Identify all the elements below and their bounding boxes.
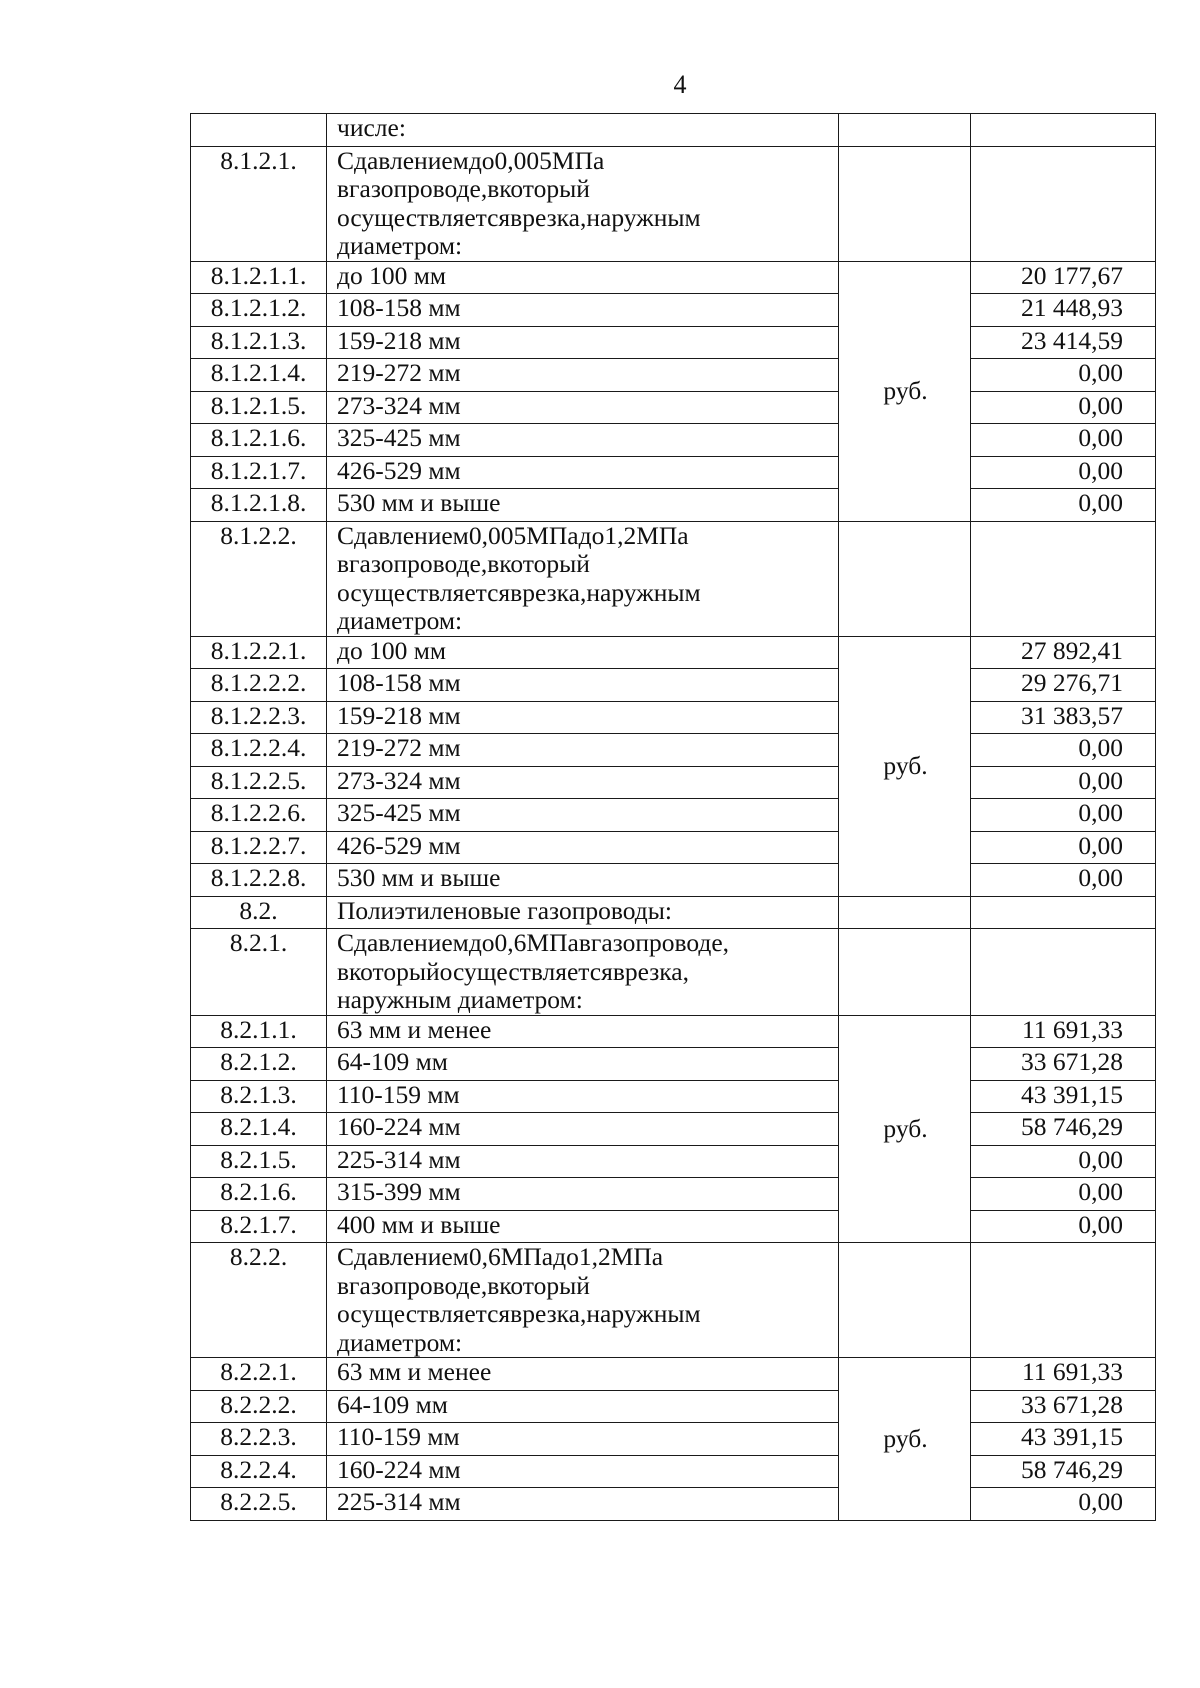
table-row: [191, 799, 1156, 832]
item-description: [327, 1048, 839, 1081]
item-number: 8.2.1.5.: [191, 1145, 327, 1178]
price-value: 0,00: [971, 1210, 1156, 1243]
item-number: 8.1.2.1.2.: [191, 294, 327, 327]
item-description: [327, 929, 839, 1016]
item-number: 8.1.2.1.7.: [191, 456, 327, 489]
table-row: [191, 831, 1156, 864]
description-line: 325-425 мм: [337, 798, 461, 827]
item-description: [327, 1423, 839, 1456]
table-row: [191, 1178, 1156, 1211]
description-line: 110-159 мм: [337, 1422, 460, 1451]
item-description: [327, 1488, 839, 1521]
item-number: 8.1.2.1.3.: [191, 326, 327, 359]
item-number: 8.2.2.1.: [191, 1358, 327, 1391]
item-description: [327, 326, 839, 359]
description-line: 159-218 мм: [337, 701, 461, 730]
unit-cell: [839, 521, 971, 636]
item-description: [327, 1243, 839, 1358]
item-description: [327, 766, 839, 799]
table-row: [191, 929, 1156, 1016]
item-description: [327, 391, 839, 424]
item-description: [327, 1455, 839, 1488]
item-description: [327, 799, 839, 832]
price-value: 0,00: [971, 831, 1156, 864]
price-value: [971, 114, 1156, 147]
table-row: [191, 261, 1156, 294]
description-line: вкоторыйосуществляетсяврезка,: [337, 956, 690, 986]
item-number: 8.2.2.4.: [191, 1455, 327, 1488]
description-line: Сдавлением0,005МПадо1,2МПа: [337, 521, 689, 550]
table-row: [191, 146, 1156, 261]
table-row: [191, 1423, 1156, 1456]
item-description: [327, 896, 839, 929]
description-line: 108-158 мм: [337, 293, 461, 322]
unit-cell: [839, 114, 971, 147]
item-number: 8.2.2.5.: [191, 1488, 327, 1521]
item-number: 8.2.1.3.: [191, 1080, 327, 1113]
price-value: [971, 929, 1156, 1016]
item-description: [327, 701, 839, 734]
description-line: 426-529 мм: [337, 831, 461, 860]
description-line: 426-529 мм: [337, 456, 461, 485]
price-value: 58 746,29: [971, 1113, 1156, 1146]
table-row: [191, 359, 1156, 392]
item-description: [327, 114, 839, 147]
description-line: 273-324 мм: [337, 391, 461, 420]
item-description: [327, 261, 839, 294]
description-line: 219-272 мм: [337, 733, 461, 762]
price-value: 0,00: [971, 489, 1156, 522]
description-line: 64-109 мм: [337, 1390, 448, 1419]
item-number: 8.1.2.2.3.: [191, 701, 327, 734]
price-value: [971, 1243, 1156, 1358]
price-value: [971, 896, 1156, 929]
table-row: [191, 734, 1156, 767]
item-number: [191, 114, 327, 147]
item-number: 8.1.2.1.1.: [191, 261, 327, 294]
item-number: 8.2.2.: [191, 1243, 327, 1358]
item-number: 8.1.2.2.4.: [191, 734, 327, 767]
table-row: [191, 701, 1156, 734]
description-line: 273-324 мм: [337, 766, 461, 795]
price-value: 0,00: [971, 1488, 1156, 1521]
item-number: 8.1.2.2.1.: [191, 636, 327, 669]
price-value: 31 383,57: [971, 701, 1156, 734]
item-description: [327, 1015, 839, 1048]
price-value: 0,00: [971, 734, 1156, 767]
item-number: 8.1.2.1.5.: [191, 391, 327, 424]
table-row: [191, 766, 1156, 799]
unit-cell: [839, 929, 971, 1016]
item-description: [327, 456, 839, 489]
unit-cell: руб.: [839, 261, 971, 521]
table-row: [191, 424, 1156, 457]
description-line: 225-314 мм: [337, 1487, 461, 1516]
table-row: [191, 636, 1156, 669]
price-value: 29 276,71: [971, 669, 1156, 702]
description-line: 315-399 мм: [337, 1177, 461, 1206]
price-value: 0,00: [971, 456, 1156, 489]
description-line: 63 мм и менее: [337, 1357, 492, 1386]
item-description: [327, 1358, 839, 1391]
price-value: 20 177,67: [971, 261, 1156, 294]
item-description: [327, 146, 839, 261]
price-value: 43 391,15: [971, 1423, 1156, 1456]
description-line: осуществляетсяврезка,наружным: [337, 202, 701, 232]
tariff-table-body: [191, 114, 1156, 1521]
item-description: [327, 864, 839, 897]
table-row: [191, 391, 1156, 424]
price-value: 0,00: [971, 1178, 1156, 1211]
price-value: 21 448,93: [971, 294, 1156, 327]
price-value: 23 414,59: [971, 326, 1156, 359]
description-line: Сдавлениемдо0,005МПа: [337, 146, 605, 175]
tariff-table: [190, 113, 1156, 1521]
item-number: 8.2.1.6.: [191, 1178, 327, 1211]
table-row: [191, 1210, 1156, 1243]
description-line: Полиэтиленовые газопроводы:: [337, 896, 672, 925]
description-line: до 100 мм: [337, 261, 446, 290]
item-number: 8.1.2.1.: [191, 146, 327, 261]
description-line: наружным диаметром:: [337, 985, 583, 1014]
description-line: диаметром:: [337, 606, 463, 635]
price-value: 0,00: [971, 799, 1156, 832]
price-value: 0,00: [971, 424, 1156, 457]
description-line: вгазопроводе,вкоторый: [337, 174, 590, 203]
price-value: 11 691,33: [971, 1358, 1156, 1391]
description-line: диаметром:: [337, 231, 463, 260]
description-line: 110-159 мм: [337, 1080, 460, 1109]
item-description: [327, 294, 839, 327]
item-number: 8.2.1.1.: [191, 1015, 327, 1048]
item-number: 8.2.2.3.: [191, 1423, 327, 1456]
item-description: [327, 1145, 839, 1178]
price-value: 27 892,41: [971, 636, 1156, 669]
table-row: [191, 1358, 1156, 1391]
item-number: 8.1.2.1.6.: [191, 424, 327, 457]
item-number: 8.1.2.1.4.: [191, 359, 327, 392]
unit-cell: руб.: [839, 636, 971, 896]
description-line: осуществляетсяврезка,наружным: [337, 577, 701, 607]
item-description: [327, 1113, 839, 1146]
description-line: 225-314 мм: [337, 1145, 461, 1174]
unit-cell: [839, 146, 971, 261]
item-number: 8.2.1.7.: [191, 1210, 327, 1243]
table-row: [191, 1113, 1156, 1146]
price-value: 0,00: [971, 766, 1156, 799]
description-line: 160-224 мм: [337, 1112, 461, 1141]
item-number: 8.1.2.2.2.: [191, 669, 327, 702]
price-value: 58 746,29: [971, 1455, 1156, 1488]
unit-cell: [839, 896, 971, 929]
description-line: 400 мм и выше: [337, 1210, 501, 1239]
item-number: 8.1.2.2.: [191, 521, 327, 636]
table-row: [191, 456, 1156, 489]
table-row: [191, 326, 1156, 359]
table-row: [191, 1243, 1156, 1358]
item-description: [327, 359, 839, 392]
item-description: [327, 734, 839, 767]
item-description: [327, 1210, 839, 1243]
price-value: 0,00: [971, 1145, 1156, 1178]
table-row: [191, 294, 1156, 327]
table-row: [191, 1048, 1156, 1081]
table-row: [191, 114, 1156, 147]
table-row: [191, 669, 1156, 702]
table-row: [191, 1080, 1156, 1113]
item-number: 8.2.2.2.: [191, 1390, 327, 1423]
description-line: вгазопроводе,вкоторый: [337, 549, 590, 578]
item-number: 8.1.2.1.8.: [191, 489, 327, 522]
item-number: 8.1.2.2.5.: [191, 766, 327, 799]
table-row: [191, 896, 1156, 929]
description-line: 530 мм и выше: [337, 488, 501, 517]
price-value: [971, 521, 1156, 636]
table-row: [191, 521, 1156, 636]
page-number: 4: [673, 70, 687, 99]
item-description: [327, 1080, 839, 1113]
description-line: 325-425 мм: [337, 423, 461, 452]
item-number: 8.2.1.: [191, 929, 327, 1016]
description-line: вгазопроводе,вкоторый: [337, 1270, 590, 1300]
description-line: диаметром:: [337, 1327, 463, 1357]
table-row: [191, 489, 1156, 522]
description-line: до 100 мм: [337, 636, 446, 665]
item-number: 8.1.2.2.7.: [191, 831, 327, 864]
item-description: [327, 1390, 839, 1423]
description-line: 159-218 мм: [337, 326, 461, 355]
table-row: [191, 1145, 1156, 1178]
price-value: [971, 146, 1156, 261]
price-value: 0,00: [971, 359, 1156, 392]
description-line: 64-109 мм: [337, 1047, 448, 1076]
description-line: 63 мм и менее: [337, 1015, 492, 1044]
price-value: 43 391,15: [971, 1080, 1156, 1113]
table-row: [191, 1390, 1156, 1423]
price-value: 33 671,28: [971, 1048, 1156, 1081]
table-row: [191, 1488, 1156, 1521]
description-line: 160-224 мм: [337, 1455, 461, 1484]
description-line: Сдавлением0,6МПадо1,2МПа: [337, 1242, 664, 1271]
item-number: 8.2.: [191, 896, 327, 929]
unit-cell: руб.: [839, 1015, 971, 1243]
item-description: [327, 424, 839, 457]
price-value: 33 671,28: [971, 1390, 1156, 1423]
description-line: 530 мм и выше: [337, 863, 501, 892]
price-value: 0,00: [971, 391, 1156, 424]
description-line: осуществляетсяврезка,наружным: [337, 1299, 701, 1328]
price-value: 0,00: [971, 864, 1156, 897]
item-description: [327, 831, 839, 864]
price-value: 11 691,33: [971, 1015, 1156, 1048]
item-number: 8.1.2.2.8.: [191, 864, 327, 897]
unit-cell: руб.: [839, 1358, 971, 1521]
unit-cell: [839, 1243, 971, 1358]
item-number: 8.2.1.4.: [191, 1113, 327, 1146]
item-description: [327, 1178, 839, 1211]
table-row: [191, 1455, 1156, 1488]
description-line: 108-158 мм: [337, 668, 461, 697]
item-number: 8.2.1.2.: [191, 1048, 327, 1081]
item-description: [327, 489, 839, 522]
item-description: [327, 521, 839, 636]
description-line: 219-272 мм: [337, 358, 461, 387]
table-row: [191, 1015, 1156, 1048]
item-description: [327, 669, 839, 702]
description-line: числе:: [337, 113, 406, 142]
item-description: [327, 636, 839, 669]
description-line: Сдавлениемдо0,6МПавгазопроводе,: [337, 928, 730, 957]
item-number: 8.1.2.2.6.: [191, 799, 327, 832]
table-row: [191, 864, 1156, 897]
